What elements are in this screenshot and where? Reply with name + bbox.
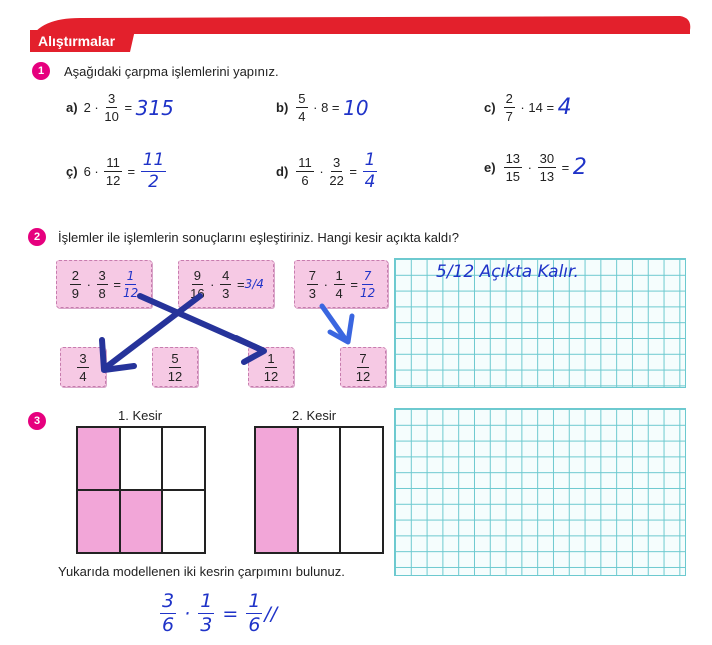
q1-item-a: a) 2 · $\frac{3}{10}$ = 315 [66, 91, 174, 124]
result-card-4: $\frac{7}{12}$ [340, 347, 386, 387]
answer-a: 315 [135, 95, 174, 120]
operation-card-3: $\frac{7}{3}$ · $\frac{1}{4}$ = $\frac{7}{12}$ [294, 260, 388, 308]
model2-cell [340, 427, 383, 553]
model1-cell [77, 490, 120, 553]
result-card-3: $\frac{1}{12}$ [248, 347, 294, 387]
model-2-title: 2. Kesir [292, 408, 337, 423]
q1-item-b: b) $\frac{5}{4}$ · 8 = 10 [276, 91, 369, 124]
arrow-to-1-12-head [236, 338, 264, 362]
answer-c: 4 [557, 95, 572, 120]
work-grid-q3 [394, 408, 686, 576]
model2-cell [298, 427, 341, 553]
q1-item-d: d) $\frac{11}{6}$ · $\frac{3}{22}$ = $\frac{1}{4}$ [276, 150, 376, 192]
model1-cell [162, 427, 205, 490]
question-1-instruction: Aşağıdaki çarpma işlemlerini yapınız. [64, 64, 279, 79]
result-card-2: $\frac{5}{12}$ [152, 347, 198, 387]
answer-b: 10 [343, 95, 369, 120]
q1-item-cc: ç) 6 · $\frac{11}{12}$ = $\frac{11}{2}$ [66, 150, 165, 192]
question-3-number: 3 [28, 412, 46, 430]
model1-cell [77, 427, 120, 490]
fraction-model-1 [76, 426, 206, 554]
q1-item-e: e) $\frac{13}{15}$ · $\frac{30}{13}$ = 2 [484, 151, 587, 184]
q3-handwritten-answer: $\frac{3}{6}$ · $\frac{1}{3}$ = $\frac{1}{6}$ // [162, 590, 278, 636]
model2-cell [255, 427, 298, 553]
answer-cc: $\frac{11}{2}$ [142, 150, 165, 192]
question-3-instruction: Yukarıda modellenen iki kesrin çarpımını bulunuz. [58, 564, 345, 579]
question-1-number: 1 [32, 62, 50, 80]
fraction-model-2 [254, 426, 384, 554]
question-2-instruction: İşlemler ile işlemlerin sonuçlarını eşleştiriniz. Hangi kesir açıkta kaldı? [58, 230, 459, 245]
operation-card-1: $\frac{2}{9}$ · $\frac{3}{8}$ = $\frac{1}{12}$ [56, 260, 152, 308]
answer-d: $\frac{1}{4}$ [364, 150, 376, 192]
op2-answer: 3/4 [244, 277, 264, 291]
q1-item-c: c) $\frac{2}{7}$ · 14 = 4 [484, 91, 572, 124]
q2-handwritten-answer: 5/12 Açıkta Kalır. [436, 262, 579, 282]
model-1-title: 1. Kesir [118, 408, 163, 423]
model1-cell [120, 490, 163, 553]
section-title: Alıştırmalar [38, 33, 116, 49]
arrow-to-3-4 [105, 296, 200, 368]
model1-cell [120, 427, 163, 490]
op3-answer: $\frac{7}{12}$ [359, 268, 376, 300]
result-card-1: $\frac{3}{4}$ [60, 347, 106, 387]
op1-answer: $\frac{1}{12}$ [122, 268, 139, 300]
question-2-number: 2 [28, 228, 46, 246]
operation-card-2: $\frac{9}{16}$ · $\frac{4}{3}$ = 3/4 [178, 260, 274, 308]
answer-e: 2 [572, 155, 587, 180]
model1-cell [162, 490, 205, 553]
